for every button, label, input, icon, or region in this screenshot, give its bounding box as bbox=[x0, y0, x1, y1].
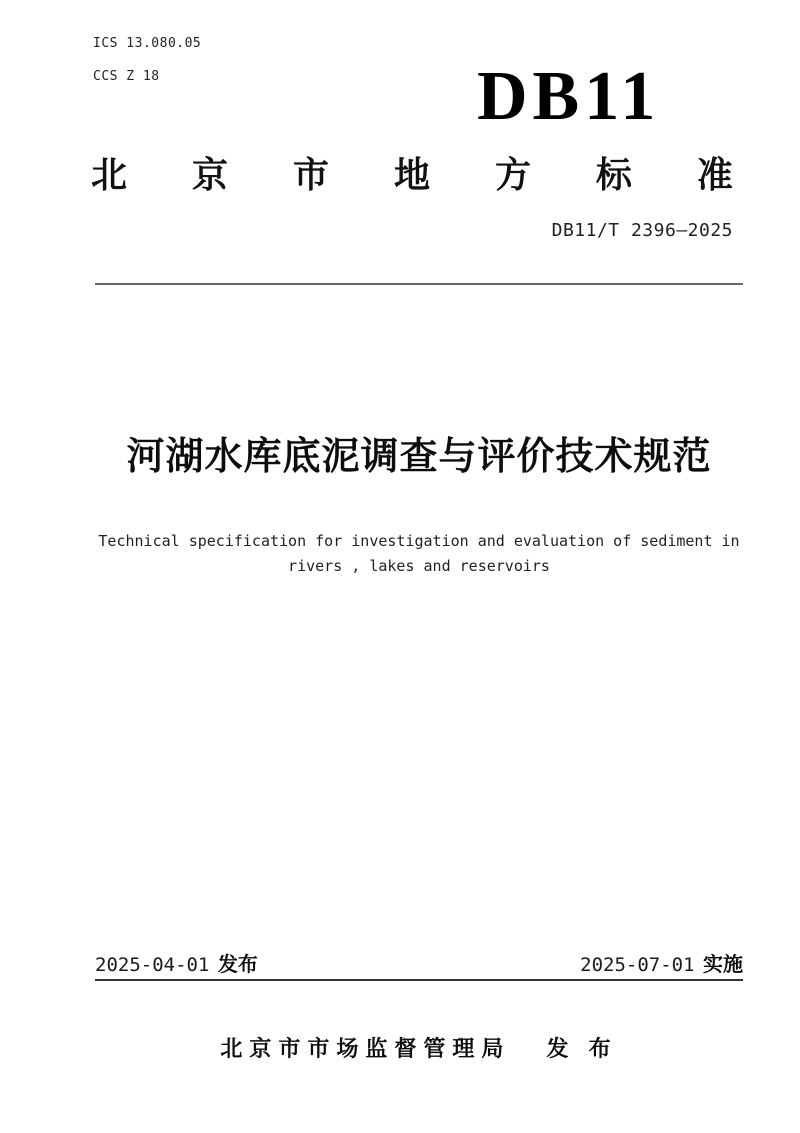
publish-suffix-label: 发 布 bbox=[546, 1036, 618, 1061]
implementation-date-group bbox=[580, 948, 743, 977]
document-title-english-line1: Technical specification for investigation and evaluation of sediment in bbox=[98, 532, 740, 550]
issue-date-label: 发布 bbox=[217, 954, 258, 976]
standard-type-char: 方 bbox=[494, 154, 531, 195]
dates-row bbox=[95, 953, 743, 977]
ccs-code: CCS Z 18 bbox=[93, 69, 160, 84]
document-title-english-line2: rivers , lakes and reservoirs bbox=[288, 557, 550, 575]
ics-code: ICS 13.080.05 bbox=[93, 36, 202, 51]
db11-logo: DB11 bbox=[477, 58, 661, 135]
standard-type-char: 京 bbox=[191, 154, 228, 195]
standard-type-title bbox=[91, 153, 733, 197]
standard-type-char: 标 bbox=[595, 154, 632, 195]
document-title-chinese: 河湖水库底泥调查与评价技术规范 bbox=[126, 436, 712, 478]
publisher-line bbox=[95, 1032, 743, 1063]
implementation-date-label: 实施 bbox=[703, 954, 743, 976]
publisher-name: 北京市市场监督管理局 bbox=[220, 1036, 511, 1061]
issue-date: 2025-04-01 bbox=[95, 954, 210, 976]
implementation-date: 2025-07-01 bbox=[580, 954, 695, 976]
document-title-english bbox=[60, 529, 778, 579]
standard-number: DB11/T 2396—2025 bbox=[551, 220, 733, 241]
standard-type-char: 地 bbox=[393, 154, 430, 195]
standard-type-char: 北 bbox=[91, 154, 128, 195]
standard-type-char: 市 bbox=[292, 154, 329, 195]
footer-divider-line bbox=[95, 979, 743, 981]
issue-date-group bbox=[95, 948, 258, 977]
header-divider-line bbox=[95, 283, 743, 285]
standard-type-char: 准 bbox=[696, 154, 733, 195]
